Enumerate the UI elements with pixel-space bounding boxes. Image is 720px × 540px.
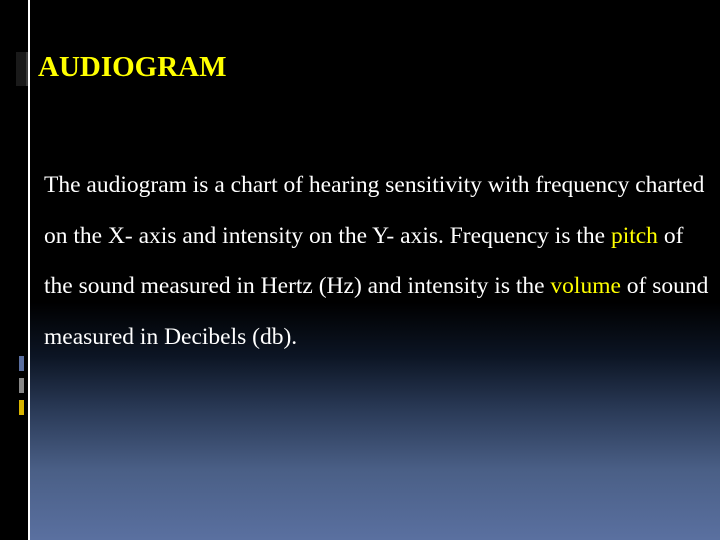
body-text-part-3: of sound measured in Decibels (db). [44, 273, 709, 350]
highlight-pitch: pitch [610, 222, 658, 249]
highlight-volume: volume [550, 273, 621, 299]
accent-bar-blue [19, 356, 24, 371]
body-text-part-1: The audiogram is a chart of hearing sensitivity with frequency charted on the X- axis and intensity on the Y- axis. Frequency is the [44, 172, 705, 249]
title-marker [16, 52, 28, 86]
body-text-part-2: of the sound measured in Hertz (Hz) and intensity is the [44, 222, 684, 299]
slide-title: AUDIOGRAM [38, 51, 227, 83]
accent-bar-gold [19, 400, 24, 415]
accent-bar-gray [19, 378, 24, 393]
slide-body-text [44, 160, 716, 362]
